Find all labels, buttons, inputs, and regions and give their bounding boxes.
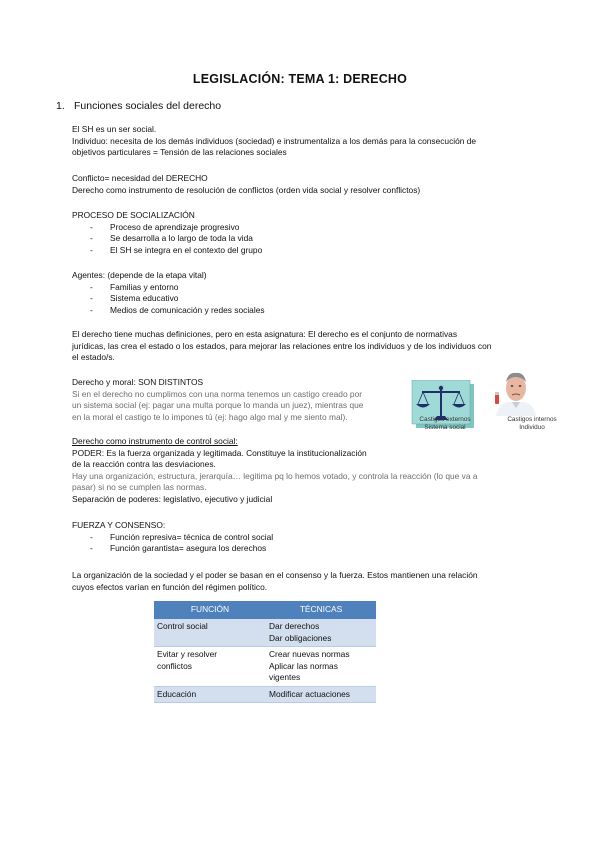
list-item: - Familias y entorno: [90, 282, 265, 294]
text-line: en la moral el castigo te lo impones tú (ej: hago algo mal y me siento mal).: [72, 411, 348, 422]
list-item: - Medios de comunicación y redes sociales: [90, 305, 265, 317]
text-line: Hay una organización, estructura, jerarquía… legitima pq lo hemos votado, y controla la reacción (lo que va a: [72, 470, 478, 481]
moral-heading: Derecho y moral: SON DISTINTOS: [72, 377, 204, 387]
caption-line: Castigos externos: [419, 416, 471, 423]
socializacion-list: [90, 222, 262, 257]
agentes-heading: Agentes: (depende de la etapa vital): [72, 270, 207, 280]
moral-block: [72, 377, 402, 423]
socializacion-block: [72, 210, 262, 256]
list-item: - Función represiva= técnica de control social: [90, 532, 273, 544]
control-block: [72, 436, 562, 505]
caption-left: [408, 416, 482, 432]
text-line: cuyos efectos varían en función del régimen político.: [72, 581, 268, 592]
paragraph-definicion: [72, 329, 542, 364]
fuerza-heading: FUERZA Y CONSENSO:: [72, 520, 166, 530]
text-line: Si en el derecho no cumplimos con una norma tenemos un castigo creado por: [72, 388, 363, 399]
agentes-block: [72, 270, 265, 316]
table-row: [154, 647, 376, 687]
text-line: La organización de la sociedad y el poder se basan en el consenso y la fuerza. Estos mantienen una relación: [72, 570, 478, 580]
control-heading: Derecho como instrumento de control social:: [72, 436, 238, 446]
list-item: - Se desarrolla a lo largo de toda la vida: [90, 233, 262, 245]
table-cell: [154, 618, 266, 647]
table-header-row: [154, 601, 376, 618]
table-cell: [266, 647, 376, 687]
text-line: de la reacción contra las desviaciones.: [72, 459, 216, 469]
section-heading: [56, 100, 221, 112]
table-cell: [154, 647, 266, 687]
table-row: [154, 686, 376, 703]
page-title: LEGISLACIÓN: TEMA 1: DERECHO: [192, 72, 408, 86]
section-title: Funciones sociales del derecho: [74, 100, 222, 112]
cell-line: Aplicar las normas: [269, 660, 338, 671]
cell-line: Modificar actuaciones: [269, 688, 350, 699]
cell-line: Dar derechos: [269, 621, 320, 631]
list-item: - Función garantista= asegura los derechos: [90, 543, 273, 555]
table-row: [154, 618, 376, 647]
table-cell: [266, 686, 376, 703]
text-line: El SH es un ser social.: [72, 124, 157, 134]
table: [154, 601, 376, 703]
cell-line: vigentes: [269, 672, 301, 682]
caption-right: [494, 416, 570, 432]
funciones-table: [154, 601, 376, 703]
text-line: PODER: Es la fuerza organizada y legitimada. Constituye la institucionalización: [72, 447, 367, 458]
column-header: TÉCNICAS: [266, 601, 376, 618]
text-line: pasar) si no se cumplen las normas.: [72, 482, 207, 492]
text-line: objetivos particulares = Tensión de las relaciones sociales: [72, 147, 287, 157]
caption-line: Sistema social: [424, 424, 466, 431]
column-header: FUNCIÓN: [154, 601, 266, 618]
paragraph-conflicto: [72, 173, 420, 196]
text-line: Individuo: necesita de los demás individuos (sociedad) e instrumentaliza a los demás para la consecución de: [72, 135, 477, 146]
text-line: jurídicas, las crea el estado o los estados, para mejorar las relaciones entre los individuos y de los individuos con: [72, 340, 492, 351]
text-line: un sistema social (ej: pagar una multa porque lo manda un juez), mientras que: [72, 400, 364, 410]
paragraph-organizacion: [72, 570, 552, 593]
fuerza-list: [90, 532, 273, 555]
cell-line: Crear nuevas normas: [269, 649, 350, 659]
text-line: Derecho como instrumento de resolución de conflictos (orden vida social y resolver conflictos): [72, 184, 421, 195]
list-item: - Sistema educativo: [90, 293, 265, 305]
socializacion-heading: PROCESO DE SOCIALIZACIÓN: [72, 210, 195, 220]
text-line: Separación de poderes: legislativo, ejecutivo y judicial: [72, 493, 273, 504]
text-line: Conflicto= necesidad del DERECHO: [72, 173, 208, 183]
cell-line: Control social: [157, 621, 208, 631]
cell-line: Evitar y resolver: [157, 649, 218, 659]
text-line: El derecho tiene muchas definiciones, pero en esta asignatura: El derecho es el conjunto de normativas: [72, 329, 458, 339]
paragraph-ser-social: [72, 124, 476, 159]
table-cell: [154, 686, 266, 703]
text-line: el estado/s.: [72, 352, 115, 362]
caption-line: Castigos internos: [507, 416, 557, 423]
face-icon: [492, 368, 540, 416]
fuerza-block: [72, 520, 273, 555]
section-number: 1.: [56, 100, 65, 112]
cell-line: Dar obligaciones: [269, 632, 332, 643]
agentes-list: [90, 282, 265, 317]
cell-line: conflictos: [157, 660, 192, 671]
table-cell: [266, 618, 376, 647]
list-item: - El SH se integra en el contexto del grupo: [90, 245, 262, 257]
list-item: - Proceso de aprendizaje progresivo: [90, 222, 262, 234]
cell-line: Educación: [157, 688, 197, 699]
person-image: [492, 368, 540, 416]
caption-line: Individuo: [519, 424, 545, 431]
